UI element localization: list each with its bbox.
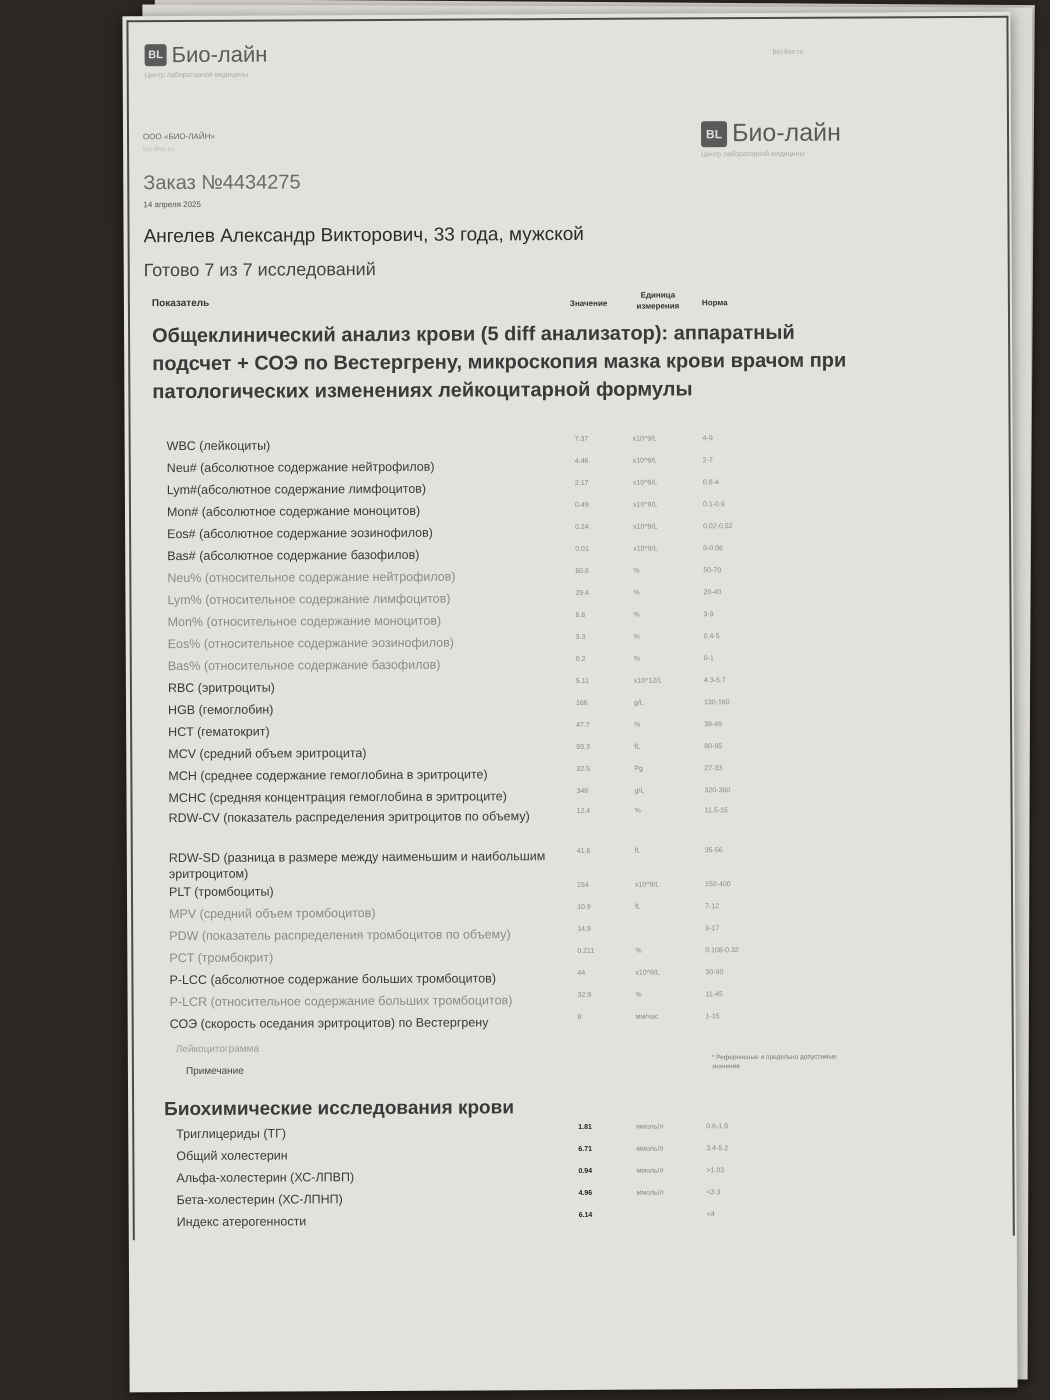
result-name: RDW-CV (показатель распределения эритроцитов по объему) — [168, 809, 530, 826]
bio-line-logo — [144, 41, 268, 80]
lab-report-page — [122, 12, 1017, 1393]
result-name: P-LCR (относительное содержание больших тромбоцитов) — [169, 993, 513, 1010]
result-value: 0.01 — [575, 545, 589, 553]
result-name: WBC (лейкоциты) — [166, 438, 271, 454]
result-unit: x10^9/L — [633, 545, 658, 553]
result-unit: % — [634, 721, 641, 729]
result-name: Eos% (относительное содержание эозинофилов) — [167, 635, 454, 652]
result-norm: 130-160 — [703, 699, 730, 707]
order-title: Заказ №4434275 — [143, 171, 301, 195]
result-name: RBC (эритроциты) — [167, 680, 275, 696]
result-value: 7.37 — [574, 435, 589, 443]
result-unit: x10^12/L — [633, 677, 663, 685]
result-unit: % — [633, 611, 640, 619]
bio-line-logo-secondary — [701, 118, 841, 159]
result-unit: % — [633, 633, 640, 641]
result-unit: fL — [634, 743, 641, 751]
result-name: RDW-SD (разница в размере между наименьшим и наибольшим эритроцитом) — [168, 849, 546, 882]
result-name: MCH (среднее содержание гемоглобина в эритроците) — [168, 767, 488, 784]
result-name: Бета-холестерин (ХС-ЛПНП) — [176, 1192, 343, 1208]
result-value: 29.4 — [575, 589, 590, 597]
result-norm: 0.8-4 — [702, 479, 719, 487]
org-name: ООО «БИО-ЛАЙН» — [143, 131, 215, 142]
result-name: MCHC (средняя концентрация гемоглобина в эритроците) — [168, 789, 507, 806]
result-unit: fL — [635, 903, 641, 911]
result-name: Neu# (абсолютное содержание нейтрофилов) — [166, 459, 435, 476]
result-norm: 320-360 — [704, 787, 731, 795]
result-unit: ммоль/л — [636, 1167, 664, 1175]
result-value: 5.11 — [575, 677, 590, 685]
bio-line-logo-icon: BL — [701, 121, 727, 147]
result-value: 0.211 — [577, 947, 595, 955]
result-name: Mon# (абсолютное содержание моноцитов) — [166, 503, 421, 520]
result-norm: 30-90 — [705, 969, 724, 977]
result-value: 12.4 — [576, 807, 591, 815]
result-value: 47.7 — [576, 721, 590, 729]
result-value: 6.6 — [575, 611, 586, 619]
column-header-value: Значение — [569, 298, 608, 308]
result-norm: 3.4-5.2 — [706, 1145, 729, 1153]
result-value: 1.81 — [578, 1123, 592, 1131]
result-unit: x10^9/L — [632, 501, 658, 509]
result-value: 4.46 — [574, 457, 589, 465]
result-value: 2.17 — [574, 479, 589, 487]
result-name: Общий холестерин — [176, 1148, 288, 1164]
result-norm: 0.4-5 — [703, 633, 720, 641]
result-norm: <3.3 — [706, 1189, 721, 1197]
result-norm: 7-12 — [705, 903, 720, 911]
result-name: Lym#(абсолютное содержание лимфоцитов) — [166, 481, 427, 498]
result-name: PCT (тромбокрит) — [169, 950, 274, 966]
table-row — [127, 846, 1015, 882]
section-title-biochemistry: Биохимические исследования крови — [164, 1097, 515, 1121]
result-value: 93.3 — [576, 743, 590, 751]
logo-name: Био-лайн — [171, 41, 268, 68]
result-value: 10.9 — [577, 903, 591, 911]
table-row — [128, 1012, 1016, 1039]
result-value: 4.96 — [578, 1189, 593, 1197]
result-value: 3.3 — [575, 633, 586, 641]
table-row — [127, 806, 1015, 833]
column-header-unit: Единица измерения — [636, 290, 680, 311]
result-norm: 27-33 — [704, 765, 723, 773]
result-value: 44 — [577, 969, 586, 977]
result-value: 6.14 — [578, 1211, 593, 1219]
result-norm: 50-70 — [703, 567, 722, 575]
result-unit: % — [634, 807, 641, 815]
result-name: PLT (тромбоциты) — [168, 884, 274, 900]
result-name: Альфа-холестерин (ХС-ЛПВП) — [176, 1170, 355, 1186]
result-unit: x10^9/L — [632, 479, 658, 487]
result-value: 32.5 — [576, 765, 590, 773]
result-name: P-LCC (абсолютное содержание больших тромбоцитов) — [169, 971, 497, 988]
result-unit: Pg — [634, 765, 643, 773]
result-norm: 80-95 — [704, 743, 723, 751]
progress-status: Готово 7 из 7 исследований — [143, 259, 376, 281]
logo-tagline: Центр лабораторной медицины — [144, 71, 249, 80]
result-value: 0.49 — [574, 501, 589, 509]
logo-name: Био-лайн — [731, 118, 841, 148]
result-value: 60.6 — [575, 567, 589, 575]
result-unit: % — [633, 567, 640, 575]
result-norm: 3-9 — [703, 611, 714, 619]
result-name: HGB (гемоглобин) — [168, 702, 274, 718]
result-value: 8 — [577, 1013, 582, 1021]
result-norm: 35-56 — [704, 847, 723, 855]
logo-tagline: Центр лабораторной медицины — [701, 150, 805, 159]
footnote: * Референсные и предельно допустимые значения — [711, 1053, 837, 1071]
result-value: 41.6 — [576, 847, 591, 855]
result-name: Mon% (относительное содержание моноцитов) — [167, 613, 442, 630]
header-site: bio-line.ru — [772, 48, 804, 56]
result-norm: 0.108-0.32 — [705, 947, 739, 955]
result-norm: 0.02-0.52 — [703, 523, 733, 531]
result-unit: ммоль/л — [636, 1123, 664, 1131]
column-header-indicator: Показатель — [151, 297, 210, 310]
result-norm: >1.03 — [706, 1167, 725, 1175]
result-norm: 20-40 — [703, 589, 722, 597]
result-name: MPV (средний объем тромбоцитов) — [169, 906, 376, 922]
result-norm: 9-17 — [705, 925, 720, 933]
result-value: 6.71 — [578, 1145, 592, 1153]
result-norm: 0.1-0.9 — [702, 501, 725, 509]
bio-line-logo-icon: BL — [145, 44, 167, 66]
result-value: 32.9 — [577, 991, 592, 999]
result-unit: x10^9/L — [633, 523, 658, 531]
result-name: Neu% (относительное содержание нейтрофилов) — [167, 569, 456, 586]
result-name: HCT (гематокрит) — [168, 724, 270, 740]
order-date: 14 апреля 2025 — [143, 199, 201, 210]
result-unit: ммоль/л — [636, 1145, 664, 1153]
leukogram-label: Лейкоцитограмма — [175, 1043, 260, 1056]
section-title-cbc: Общеклинический анализ крови (5 diff анализатор): аппаратный подсчет + СОЭ по Вестергрену, микроскопия мазка крови врачом при патологических изменениях лейкоцитарной формулы — [152, 321, 847, 404]
result-unit: x10^9/L — [632, 457, 658, 465]
result-norm: 1-15 — [705, 1013, 720, 1021]
result-name: Индекс атерогенности — [176, 1214, 307, 1230]
result-value: 0.2 — [575, 655, 586, 663]
result-unit: % — [635, 947, 642, 955]
result-value: 14.9 — [577, 925, 591, 933]
result-unit: мм/час — [635, 1013, 659, 1021]
result-norm: 150-400 — [704, 881, 731, 889]
result-value: 0.24 — [575, 523, 589, 531]
patient-info: Ангелев Александр Викторович, 33 года, мужской — [143, 223, 584, 248]
result-unit: fL — [634, 847, 641, 855]
result-norm: 11-45 — [705, 991, 723, 999]
result-value: 348 — [576, 787, 589, 795]
result-norm: 11.5-15 — [704, 807, 728, 815]
org-subtitle: bio-line.ru — [143, 146, 174, 154]
result-unit: % — [635, 991, 642, 999]
result-norm: 39-49 — [704, 721, 723, 729]
result-unit: g/L — [633, 699, 644, 707]
note-label: Примечание — [185, 1065, 244, 1078]
result-norm: 2-7 — [702, 457, 713, 465]
result-name: MCV (средний объем эритроцита) — [168, 746, 367, 762]
result-norm: 0-0.06 — [703, 545, 724, 553]
result-norm: 0.6-1.9 — [706, 1123, 729, 1131]
result-unit: x10^9/L — [632, 435, 657, 443]
result-name: Bas% (относительное содержание базофилов) — [167, 657, 441, 674]
result-unit: g/L — [634, 787, 645, 795]
result-unit: x10^9/L — [635, 969, 660, 977]
result-value: 166 — [575, 699, 588, 707]
result-norm: 4.3-5.7 — [703, 677, 726, 685]
result-norm: 0-1 — [703, 655, 714, 663]
result-unit: % — [633, 655, 641, 663]
result-name: Триглицериды (ТГ) — [176, 1126, 287, 1142]
result-unit: % — [633, 589, 640, 597]
result-name: СОЭ (скорость оседания эритроцитов) по Вестергрену — [169, 1015, 489, 1032]
result-name: Lym% (относительное содержание лимфоцитов) — [167, 591, 451, 608]
result-value: 154 — [576, 881, 589, 889]
result-name: Bas# (абсолютное содержание базофилов) — [167, 547, 420, 564]
result-norm: <4 — [706, 1211, 715, 1219]
column-header-norm: Норма — [701, 298, 728, 308]
result-name: PDW (показатель распределения тромбоцитов по объему) — [169, 927, 511, 944]
result-norm: 4-9 — [702, 435, 713, 443]
result-value: 0.94 — [578, 1167, 593, 1175]
result-unit: x10^9/L — [634, 881, 660, 889]
result-unit: ммоль/л — [636, 1189, 664, 1197]
result-name: Eos# (абсолютное содержание эозинофилов) — [167, 525, 433, 542]
table-row — [129, 1210, 1017, 1237]
